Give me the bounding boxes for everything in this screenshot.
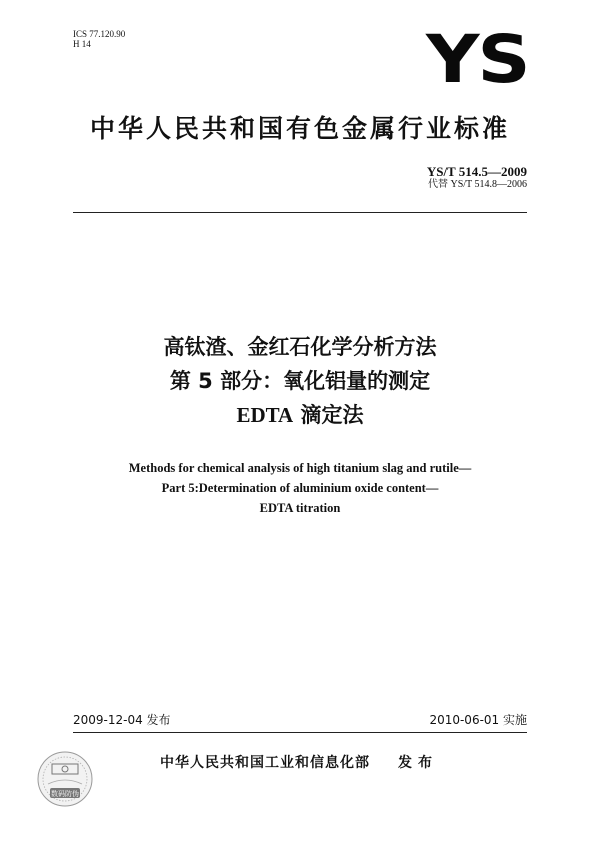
titration-method: 滴定法: [293, 403, 364, 427]
issue-date: 2009-12-04 发布: [73, 713, 171, 727]
chinese-title-line2: 第 5 部分：氧化铝量的测定: [169, 369, 431, 393]
standard-number: YS/T 514.5—2009: [426, 164, 527, 179]
issuer-action: 发布: [398, 755, 438, 771]
classification-codes: [73, 29, 125, 49]
ys-logo: YS: [425, 21, 528, 98]
english-title-line1: Methods for chemical analysis of high titanium slag and rutile—: [128, 461, 472, 475]
issuer-line: [160, 755, 438, 771]
english-title: [0, 458, 600, 518]
implementation-date: 2010-06-01 实施: [429, 713, 527, 727]
replaces-standard: 代替 YS/T 514.8—2006: [428, 179, 527, 190]
seal-label: 数码防伪: [51, 790, 79, 798]
top-divider: [73, 212, 527, 213]
edta-code: EDTA: [236, 403, 294, 427]
category-code: H 14: [73, 39, 91, 49]
chinese-title-line3: [0, 398, 600, 432]
english-title-line2: Part 5:Determination of aluminium oxide content—: [161, 481, 439, 495]
anti-counterfeit-seal: [36, 750, 94, 808]
standard-number-block: [427, 164, 527, 191]
issuer-name: 中华人民共和国工业和信息化部: [160, 755, 370, 771]
bottom-divider: [73, 732, 527, 733]
organization-title: 中华人民共和国有色金属行业标准: [89, 114, 510, 143]
ics-code: ICS 77.120.90: [73, 29, 126, 39]
chinese-title-line1: 高钛渣、金红石化学分析方法: [163, 335, 437, 359]
chinese-title: [0, 330, 600, 432]
english-title-line3: EDTA titration: [259, 501, 341, 515]
